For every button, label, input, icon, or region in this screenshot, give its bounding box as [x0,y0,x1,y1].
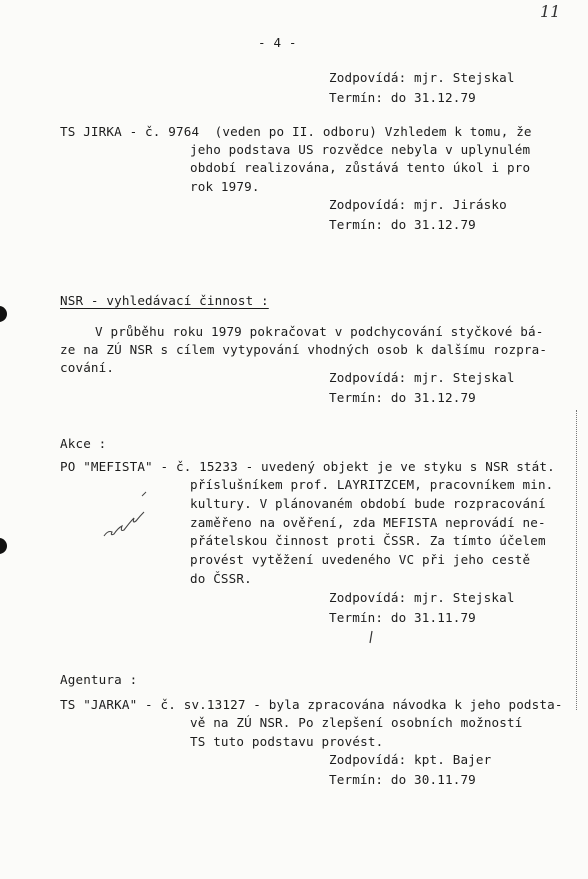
akce-line-2: příslušníkem prof. LAYRITZCEM, pracovníkem min. [190,477,554,492]
nsr-line-3: cování. [60,360,115,375]
deadline-line: Termín: do 31.12.79 [329,217,476,232]
agentura-line-1: TS "JARKA" - č. sv.13127 - byla zpracována návodka k jeho podsta- [60,697,563,712]
ts-jirka-line-4: rok 1979. [190,179,260,194]
handwritten-page-number: 11 [540,2,561,21]
responsible-line: Zodpovídá: kpt. Bajer [329,752,492,767]
agentura-line-3: TS tuto podstavu provést. [190,734,384,749]
responsible-line: Zodpovídá: mjr. Stejskal [329,590,515,605]
agentura-heading: Agentura : [60,672,138,687]
akce-line-7: do ČSSR. [190,571,252,586]
akce-line-5: přátelskou činnost proti ČSSR. Za tímto účelem [190,533,546,548]
akce-line-3: kultury. V plánovaném období bude rozpracování [190,496,546,511]
deadline-line: Termín: do 31.12.79 [329,90,476,105]
deadline-line: Termín: do 31.11.79 [329,610,476,625]
ts-jirka-line-3: období realizována, zůstává tento úkol i pro [190,160,531,175]
akce-line-6: provést vytěžení uvedeného VC při jeho cestě [190,552,531,567]
ts-jirka-line-2: jeho podstava US rozvědce nebyla v uplynulém [190,142,531,157]
responsible-line: Zodpovídá: mjr. Jirásko [329,197,507,212]
nsr-line-1: V průběhu roku 1979 pokračovat v podchycování styčkové bá- [95,324,544,339]
ts-jirka-line-1: TS JIRKA - č. 9764 (veden po II. odboru) Vzhledem k tomu, že [60,124,532,139]
responsible-line: Zodpovídá: mjr. Stejskal [329,370,515,385]
page-header: - 4 - [258,35,297,50]
nsr-heading: NSR - vyhledávací činnost : [60,293,269,308]
margin-dotted-line [576,410,577,710]
punch-hole-bottom [0,538,7,554]
akce-heading: Akce : [60,436,107,451]
deadline-line: Termín: do 31.12.79 [329,390,476,405]
nsr-line-2: ze na ZÚ NSR s cílem vytypování vhodných osob k dalšímu rozpra- [60,342,548,357]
pen-tick-mark [366,630,376,644]
handwritten-annotation [98,486,158,546]
deadline-line: Termín: do 30.11.79 [329,772,476,787]
responsible-line: Zodpovídá: mjr. Stejskal [329,70,515,85]
punch-hole-top [0,306,7,322]
akce-line-1: PO "MEFISTA" - č. 15233 - uvedený objekt je ve styku s NSR stát. [60,459,555,474]
akce-line-4: zaměřeno na ověření, zda MEFISTA neprovádí ne- [190,515,546,530]
agentura-line-2: vě na ZÚ NSR. Po zlepšení osobních možností [190,715,523,730]
